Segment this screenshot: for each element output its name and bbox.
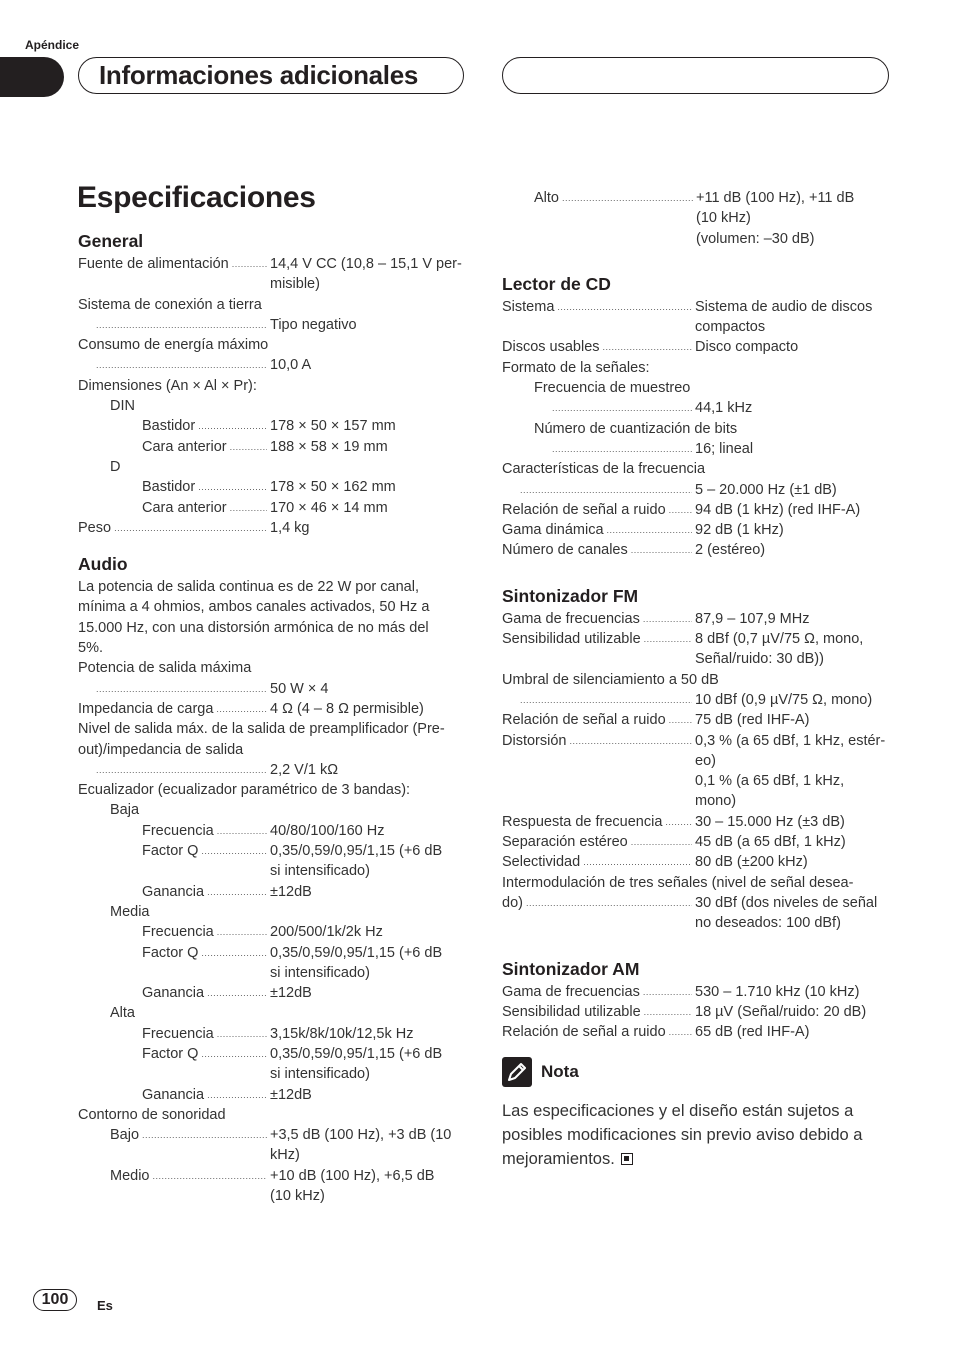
end-mark-icon (621, 1153, 633, 1165)
fm-heading: Sintonizador FM (502, 585, 639, 606)
spec-row-cont: kHz) (270, 1147, 300, 1164)
spec-row: do) ..... 30 dBf (dos niveles de señal (502, 893, 889, 913)
note-text: Las especificaciones y el diseño están sujetos a posibles modificaciones sin previo aviso debido a mejoramientos. (502, 1102, 863, 1169)
spec-row: Número de canales ..... 2 (estéreo) (502, 540, 889, 560)
header-title-box (78, 57, 464, 94)
spec-row: ..... 5 – 20.000 Hz (±1 dB) (502, 480, 889, 500)
spec-row: Alto ..... +11 dB (100 Hz), +11 dB (502, 188, 889, 208)
audio-heading: Audio (78, 554, 128, 575)
spec-label: Sistema de conexión a tierra (78, 296, 262, 313)
page-number: 100 (33, 1289, 77, 1311)
spec-row: Separación estéreo ..... 45 dB (a 65 dBf, 1 kHz) (502, 832, 889, 852)
spec-row: Selectividad ..... 80 dB (±200 kHz) (502, 852, 889, 872)
spec-row: Gama dinámica ..... 92 dB (1 kHz) (502, 520, 889, 540)
spec-row: Relación de señal a ruido ..... 75 dB (red IHF-A) (502, 710, 889, 730)
language-label: Es (97, 1298, 113, 1313)
spec-row-cont: si intensificado) (270, 1066, 370, 1083)
spec-row: Fuente de alimentación ..... 14,4 V CC (10,8 – 15,1 V per- (78, 254, 464, 274)
spec-label: Frecuencia de muestreo (534, 380, 691, 397)
spec-label: Intermodulación de tres señales (nivel de señal desea- (502, 874, 854, 891)
spec-label: Dimensiones (An × Al × Pr): (78, 377, 257, 394)
spec-row-cont: no deseados: 100 dBf) (695, 915, 841, 932)
am-heading: Sintonizador AM (502, 958, 640, 979)
text-line: 5%. (78, 640, 103, 657)
spec-row: Cara anterior ..... 170 × 46 × 14 mm (78, 498, 464, 518)
spec-label: Baja (110, 802, 140, 819)
spec-row-cont: compactos (695, 319, 766, 336)
spec-label: Contorno de sonoridad (78, 1106, 226, 1123)
spec-row: Cara anterior ..... 188 × 58 × 19 mm (78, 437, 464, 457)
spec-row: Bastidor ..... 178 × 50 × 162 mm (78, 477, 464, 497)
spec-label: Ecualizador (ecualizador paramétrico de 3 bandas): (78, 782, 411, 799)
spec-row: Sistema ..... Sistema de audio de discos (502, 297, 889, 317)
spec-label: Número de cuantización de bits (534, 420, 738, 437)
spec-row: Ganancia ..... ±12dB (78, 983, 464, 1003)
spec-row: ..... 10,0 A (78, 355, 464, 375)
spec-row-cont: (volumen: –30 dB) (696, 230, 815, 247)
text-line: 15.000 Hz, con una distorsión armónica de no más del (78, 619, 429, 636)
spec-label: Nivel de salida máx. de la salida de preamplificador (Pre- (78, 721, 445, 738)
spec-row: ..... 10 dBf (0,9 µV/75 Ω, mono) (502, 690, 889, 710)
spec-row: Distorsión ..... 0,3 % (a 65 dBf, 1 kHz, estér- (502, 731, 889, 751)
section-label: Apéndice (25, 38, 80, 52)
header-title: Informaciones adicionales (99, 60, 419, 90)
pencil-icon (502, 1057, 532, 1087)
spec-row: Impedancia de carga ..... 4 Ω (4 – 8 Ω permisible) (78, 699, 464, 719)
text-line: La potencia de salida continua es de 22 W por canal, (78, 579, 419, 596)
spec-row: Ganancia ..... ±12dB (78, 1085, 464, 1105)
spec-row-cont: si intensificado) (270, 964, 370, 981)
spec-row: Factor Q ..... 0,35/0,59/0,95/1,15 (+6 dB (78, 841, 464, 861)
spec-row: Sensibilidad utilizable ..... 8 dBf (0,7 µV/75 Ω, mono, (502, 629, 889, 649)
spec-label: Potencia de salida máxima (78, 660, 252, 677)
spec-row: Frecuencia ..... 3,15k/8k/10k/12,5k Hz (78, 1024, 464, 1044)
spec-label: Formato de la señales: (502, 359, 650, 376)
spec-row-cont: (10 kHz) (696, 210, 751, 227)
spec-label: out)/impedancia de salida (78, 741, 244, 758)
spec-row: Relación de señal a ruido ..... 65 dB (red IHF-A) (502, 1022, 889, 1042)
spec-row-cont: Señal/ruido: 30 dB)) (695, 651, 824, 668)
spec-label: Características de la frecuencia (502, 461, 706, 478)
spec-row: Respuesta de frecuencia ..... 30 – 15.000 Hz (±3 dB) (502, 812, 889, 832)
spec-row: Medio ..... +10 dB (100 Hz), +6,5 dB (78, 1166, 464, 1186)
spec-row-cont: 0,1 % (a 65 dBf, 1 kHz, (695, 773, 845, 790)
spec-label: Media (110, 903, 150, 920)
spec-row: Peso ..... 1,4 kg (78, 518, 464, 538)
spec-row: Bajo ..... +3,5 dB (100 Hz), +3 dB (10 (78, 1125, 464, 1145)
header-empty-box (502, 57, 889, 94)
note-label: Nota (541, 1062, 579, 1082)
spec-row: ..... 50 W × 4 (78, 679, 464, 699)
spec-row-cont: si intensificado) (270, 863, 370, 880)
spec-label: Consumo de energía máximo (78, 337, 269, 354)
spec-label: Umbral de silenciamiento a 50 dB (502, 671, 719, 688)
left-column (78, 229, 464, 1206)
section-tab (0, 57, 64, 97)
spec-row: ..... 44,1 kHz (502, 398, 889, 418)
spec-row: ..... 2,2 V/1 kΩ (78, 760, 464, 780)
note-header (502, 1056, 889, 1088)
page-title: Especificaciones (77, 181, 316, 214)
spec-row: Bastidor ..... 178 × 50 × 157 mm (78, 416, 464, 436)
spec-row-cont: misible) (270, 276, 320, 293)
cd-heading: Lector de CD (502, 273, 611, 294)
spec-row: ..... Tipo negativo (78, 315, 464, 335)
spec-row: Relación de señal a ruido ..... 94 dB (1 kHz) (red IHF-A) (502, 500, 889, 520)
spec-row: Frecuencia ..... 40/80/100/160 Hz (78, 821, 464, 841)
spec-row: Discos usables ..... Disco compacto (502, 337, 889, 357)
spec-row-cont: mono) (695, 793, 737, 810)
spec-row: ..... 16; lineal (502, 439, 889, 459)
spec-row: Ganancia ..... ±12dB (78, 882, 464, 902)
spec-row-cont: (10 kHz) (270, 1188, 325, 1205)
general-heading: General (78, 231, 144, 251)
spec-row: Factor Q ..... 0,35/0,59/0,95/1,15 (+6 dB (78, 1044, 464, 1064)
spec-row: Gama de frecuencias ..... 530 – 1.710 kHz (10 kHz) (502, 982, 889, 1002)
spec-row: Factor Q ..... 0,35/0,59/0,95/1,15 (+6 dB (78, 943, 464, 963)
spec-label: D (110, 458, 121, 475)
spec-row: Frecuencia ..... 200/500/1k/2k Hz (78, 922, 464, 942)
spec-label: DIN (110, 398, 135, 415)
text-line: mínima a 4 ohmios, ambos canales activados, 50 Hz a (78, 599, 430, 616)
spec-row: Gama de frecuencias ..... 87,9 – 107,9 MHz (502, 609, 889, 629)
spec-row: Sensibilidad utilizable ..... 18 µV (Señal/ruido: 20 dB) (502, 1002, 889, 1022)
spec-label: Alta (110, 1005, 135, 1022)
spec-row-cont: eo) (695, 752, 716, 769)
right-column (502, 188, 889, 1171)
